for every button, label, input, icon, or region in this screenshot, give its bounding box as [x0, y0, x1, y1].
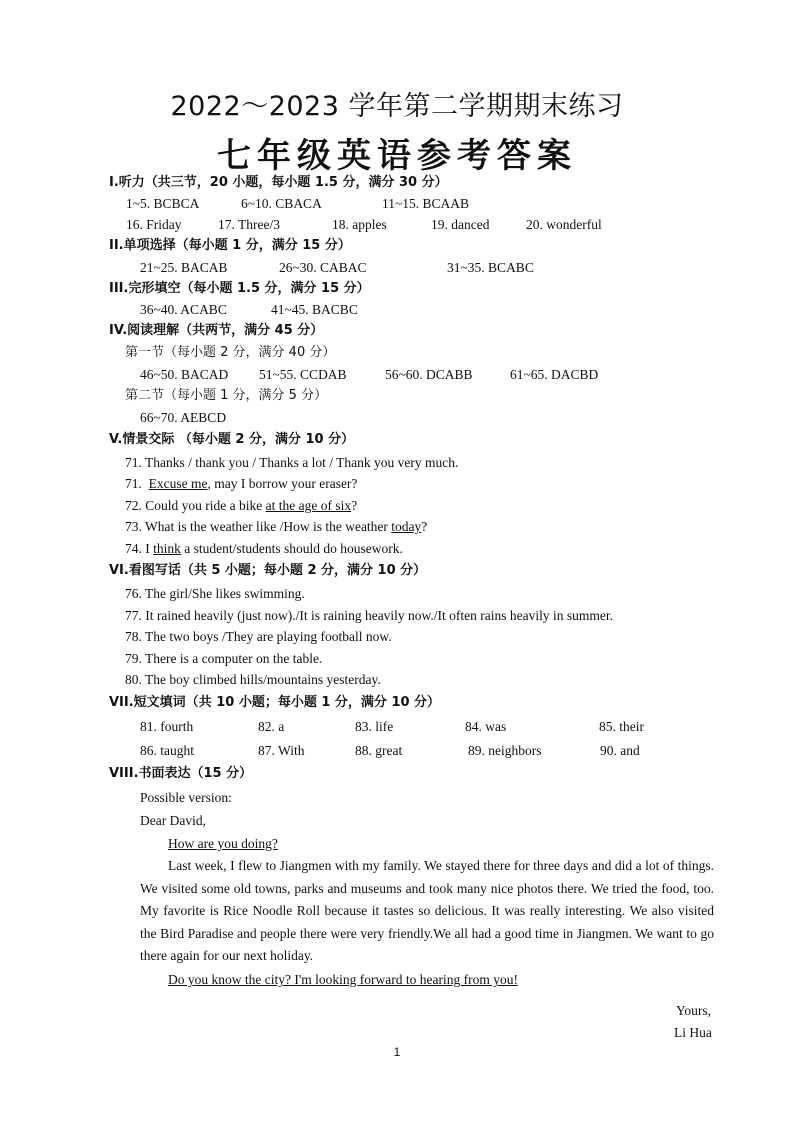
answer-cell: 87. With: [258, 743, 305, 758]
section-4-heading: IV.阅读理解（共两节，满分 45 分）: [109, 323, 324, 338]
answer-cell: 26~30. CABAC: [279, 260, 367, 275]
answer-cell: 82. a: [258, 719, 285, 734]
answer-cell: 86. taught: [140, 743, 194, 758]
answer-cell: 36~40. ACABC: [140, 302, 227, 317]
answer-cell: 66~70. AEBCD: [140, 410, 227, 425]
answer-cell: 84. was: [465, 719, 507, 734]
answer-cell: 88. great: [355, 743, 403, 758]
answer-cell: 56~60. DCABB: [385, 367, 473, 382]
letter-closing-line: Do you know the city? I'm looking forward to hearing from you!: [168, 972, 518, 987]
section-2-heading: II.单项选择（每小题 1 分，满分 15 分）: [109, 238, 351, 253]
section-1-heading: I.听力（共三节，20 小题，每小题 1.5 分，满分 30 分）: [109, 175, 448, 190]
answer-cell: 51~55. CCDAB: [259, 367, 347, 382]
answer-key-subtitle: 七年级英语参考答案: [217, 136, 577, 176]
section-4-part-1-label: 第一节（每小题 2 分，满分 40 分）: [125, 345, 336, 360]
possible-version-label: Possible version:: [140, 790, 232, 805]
answer-line: 76. The girl/She likes swimming.: [125, 586, 305, 601]
answer-cell: 85. their: [599, 719, 644, 734]
answer-line-74: 74. I think a student/students should do housework.: [125, 541, 403, 556]
answer-cell: 89. neighbors: [468, 743, 542, 758]
answer-cell: 11~15. BCAAB: [382, 196, 470, 211]
answer-cell: 19. danced: [431, 217, 490, 232]
answer-line-71a: 71. Thanks / thank you / Thanks a lot / Thank you very much.: [125, 455, 459, 470]
answer-cell: 16. Friday: [126, 217, 182, 232]
answer-cell: 46~50. BACAD: [140, 367, 229, 382]
answer-line-73: 73. What is the weather like /How is the weather today?: [125, 519, 428, 534]
letter-opening: How are you doing?: [168, 836, 278, 851]
section-3-heading: III.完形填空（每小题 1.5 分，满分 15 分）: [109, 281, 370, 296]
answer-cell: 21~25. BACAB: [140, 260, 228, 275]
answer-cell: 41~45. BACBC: [271, 302, 358, 317]
answer-cell: 18. apples: [332, 217, 387, 232]
answer-cell: 90. and: [600, 743, 640, 758]
section-5-heading: V.情景交际 （每小题 2 分，满分 10 分）: [109, 432, 355, 447]
answer-line: 80. The boy climbed hills/mountains yesterday.: [125, 672, 381, 687]
answer-line: 78. The two boys /They are playing football now.: [125, 629, 392, 644]
section-7-heading: VII.短文填词（共 10 小题；每小题 1 分，满分 10 分）: [109, 695, 441, 710]
answer-line-71b: 71. Excuse me, may I borrow your eraser?: [125, 476, 358, 491]
answer-cell: 1~5. BCBCA: [126, 196, 200, 211]
letter-signoff: Yours,: [676, 1003, 712, 1018]
section-8-heading: VIII.书面表达（15 分）: [109, 766, 253, 781]
section-6-heading: VI.看图写话（共 5 小题；每小题 2 分，满分 10 分）: [109, 563, 427, 578]
answer-cell: 81. fourth: [140, 719, 194, 734]
section-4-part-2-label: 第二节（每小题 1 分，满分 5 分）: [125, 388, 328, 403]
answer-cell: 31~35. BCABC: [447, 260, 534, 275]
answer-line: 77. It rained heavily (just now)./It is raining heavily now./It often rains heavily in summer.: [125, 608, 614, 623]
answer-cell: 6~10. CBACA: [241, 196, 322, 211]
answer-cell: 20. wonderful: [526, 217, 602, 232]
letter-greeting: Dear David,: [140, 813, 206, 828]
answer-cell: 61~65. DACBD: [510, 367, 599, 382]
answer-cell: 17. Three/3: [218, 217, 280, 232]
page-number: 1: [393, 1045, 401, 1059]
answer-line-72: 72. Could you ride a bike at the age of six?: [125, 498, 358, 513]
letter-signature-name: Li Hua: [674, 1025, 712, 1040]
exam-title: 2022～2023 学年第二学期期末练习: [170, 91, 624, 122]
answer-line: 79. There is a computer on the table.: [125, 651, 323, 666]
answer-cell: 83. life: [355, 719, 394, 734]
letter-body: Last week, I flew to Jiangmen with my family. We stayed there for three days and did a lot of things. We visited some old towns, parks and museums and took many nice photos there. We tried the food, too. My favorite is Rice Noodle Roll because it tastes so delicious. It was really interesting. We also visited the Bird Paradise and people there were very friendly.We all had a good time in Jiangmen. We want to go there again for our next holiday.: [140, 858, 714, 964]
